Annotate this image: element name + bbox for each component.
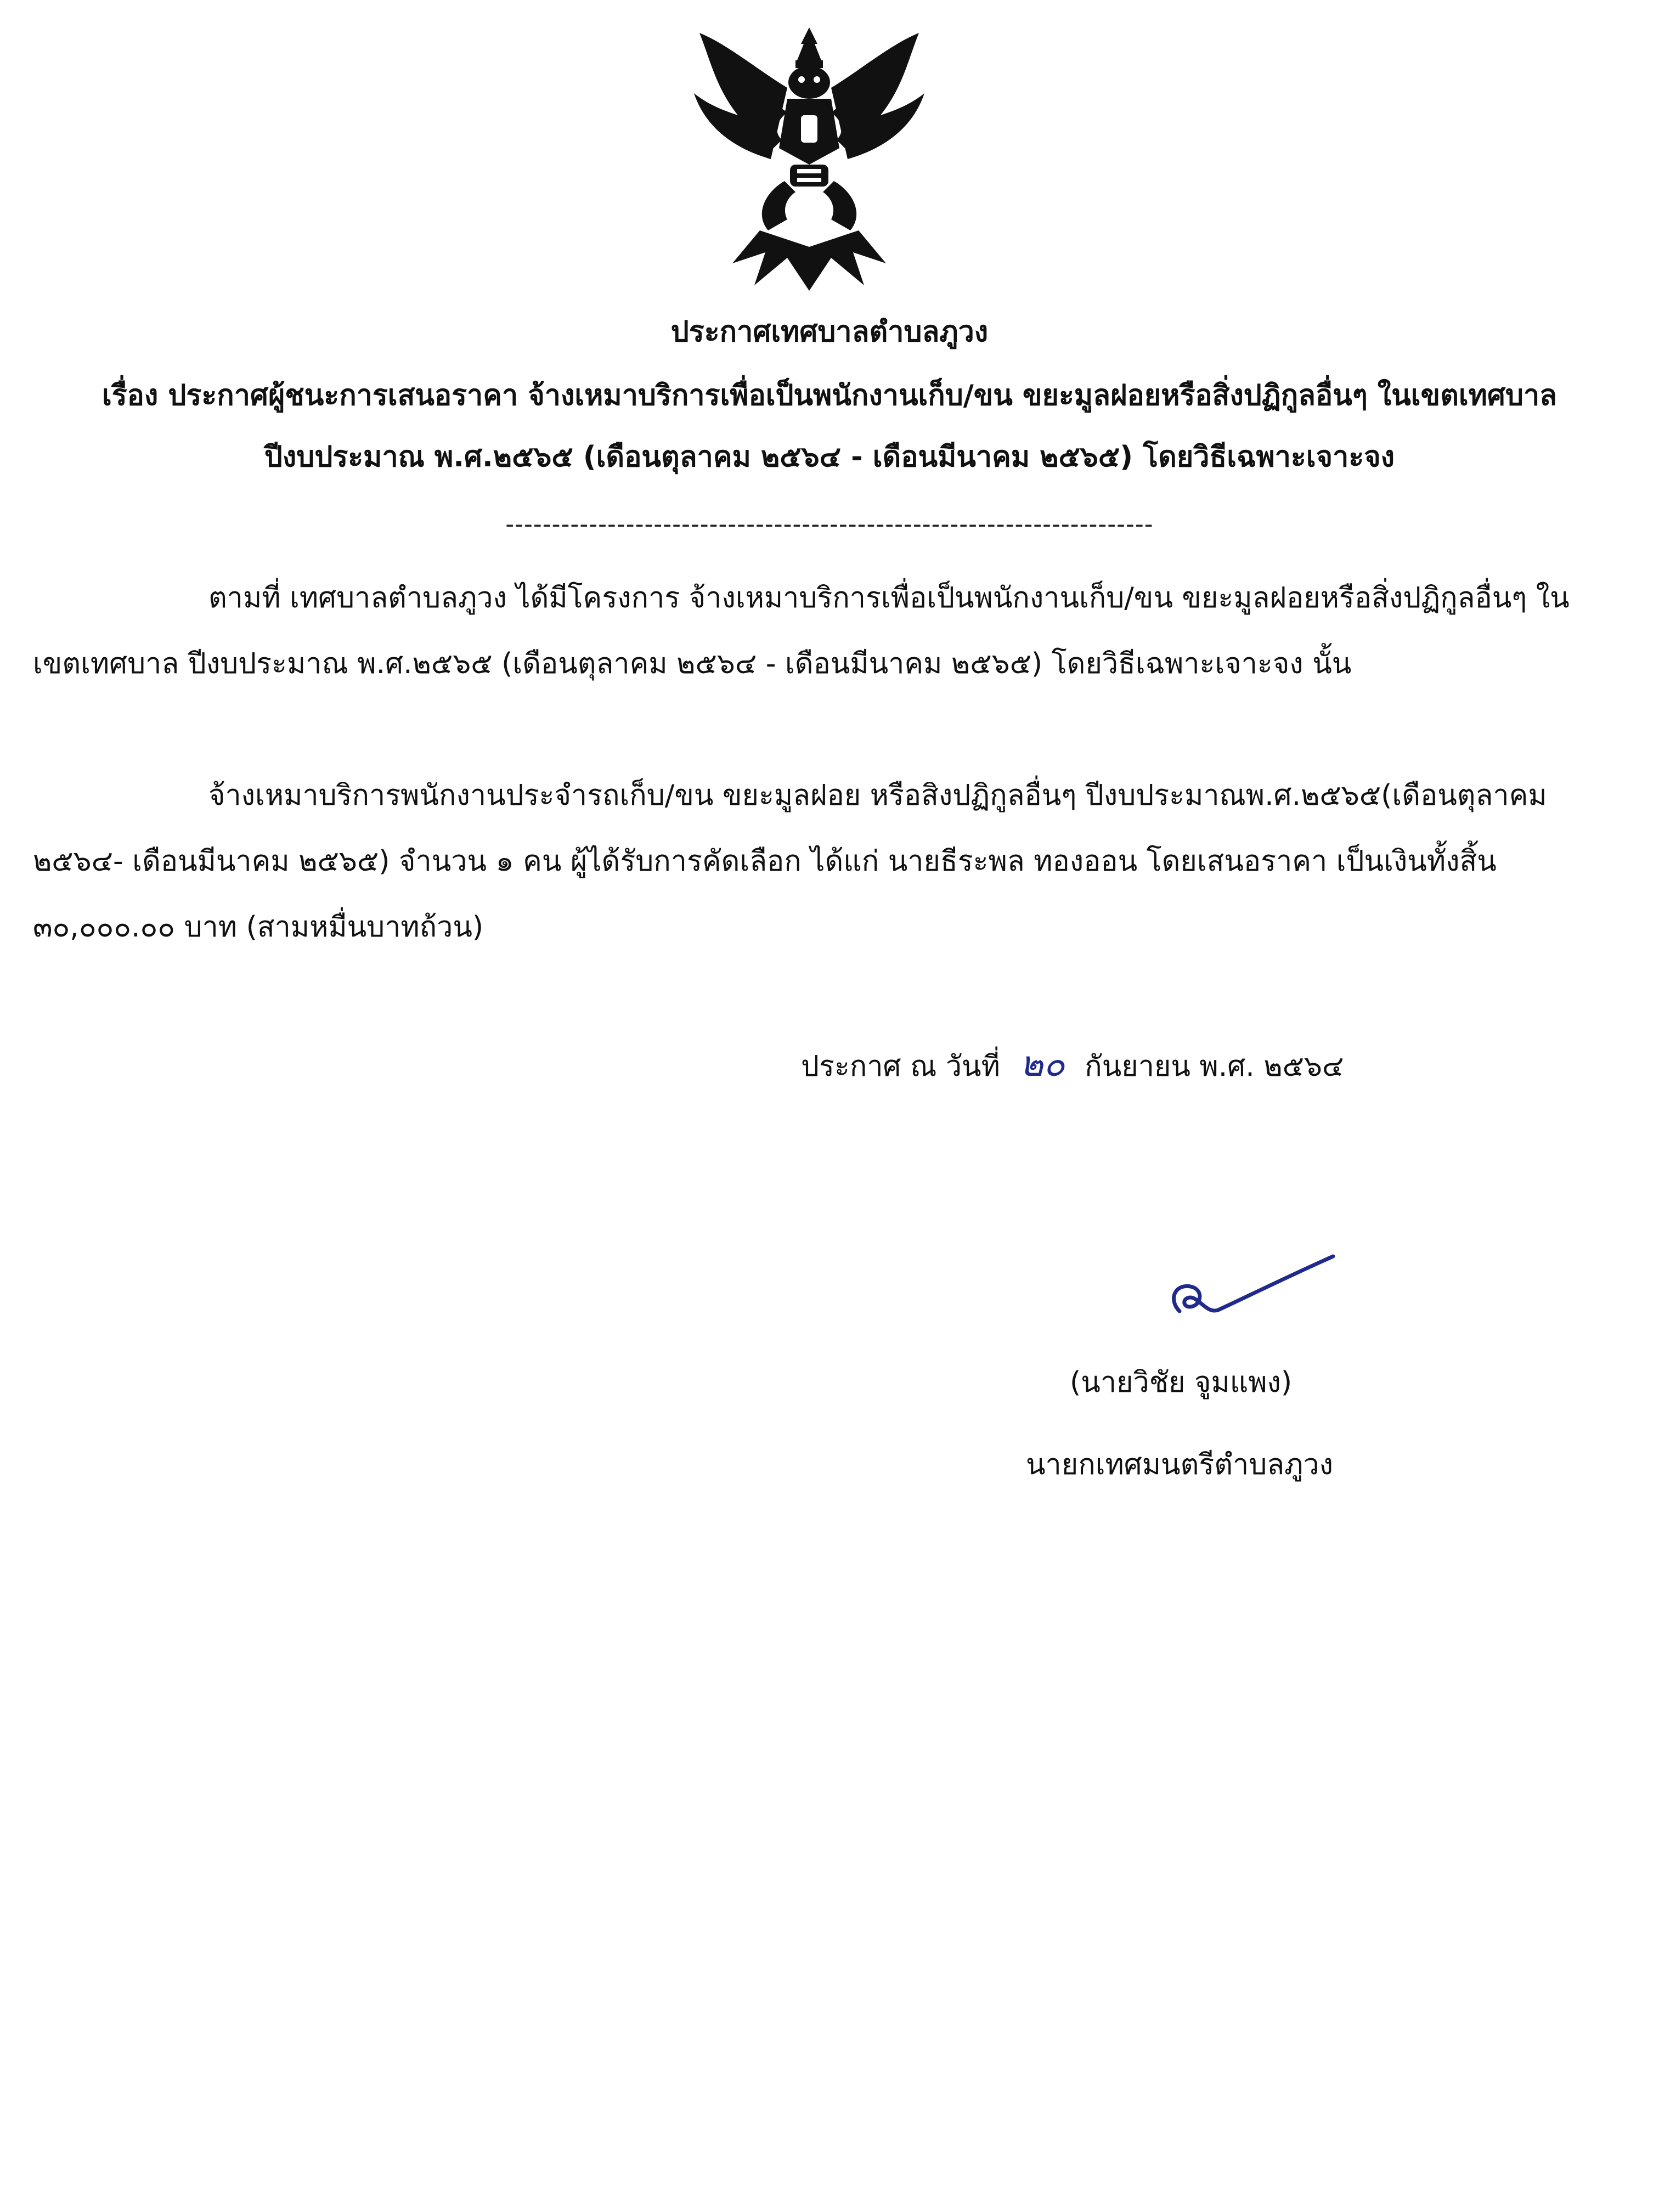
signature-icon <box>1158 1245 1344 1333</box>
garuda-emblem-icon <box>678 22 941 296</box>
date-month-year: กันยายน พ.ศ. ๒๕๖๔ <box>1085 1050 1344 1083</box>
signatory-name: (นายวิชัย จูมแพง) <box>1070 1366 1293 1399</box>
announcement-title: ประกาศเทศบาลตำบลภูวง <box>670 315 989 348</box>
date-day-handwritten: ๒๐ <box>1020 1044 1065 1085</box>
signatory-position: นายกเทศมนตรีตำบลภูวง <box>1026 1448 1333 1481</box>
separator-line: ---------------------------------------------------------------------- <box>505 510 1154 538</box>
announcement-subject: เรื่อง ประกาศผู้ชนะการเสนอราคา จ้างเหมาบริการเพื่อเป็นพนักงานเก็บ/ขน ขยะมูลฝอยหรือสิ่งปฏิกูลอื่นๆ ในเขตเทศบาล ปีงบประมาณ พ.ศ.๒๕๖๕ (เดือนตุลาคม ๒๕๖๔ - เดือนมีนาคม ๒๕๖๕) โดยวิธีเฉพาะเจาะจง <box>101 379 1558 473</box>
announcement-date <box>801 1042 1344 1088</box>
date-prefix: ประกาศ ณ วันที่ <box>801 1050 1000 1083</box>
body-paragraph-2: จ้างเหมาบริการพนักงานประจำรถเก็บ/ขน ขยะมูลฝอย หรือสิงปฏิกูลอื่นๆ ปีงบประมาณพ.ศ.๒๕๖๕(เดือนตุลาคม ๒๕๖๔- เดือนมีนาคม ๒๕๖๕) จำนวน ๑ คน ผู้ได้รับการคัดเลือก ได้แก่ นายธีระพล ทองออน โดยเสนอราคา เป็นเงินทั้งสิ้น ๓๐,๐๐๐.๐๐ บาท (สามหมื่นบาทถ้วน) <box>33 779 1547 944</box>
body-paragraph-1: ตามที่ เทศบาลตำบลภูวง ได้มีโครงการ จ้างเหมาบริการเพื่อเป็นพนักงานเก็บ/ขน ขยะมูลฝอยหรือสิ่งปฏิกูลอื่นๆ ในเขตเทศบาล ปีงบประมาณ พ.ศ.๒๕๖๕ (เดือนตุลาคม ๒๕๖๔ - เดือนมีนาคม ๒๕๖๕) โดยวิธีเฉพาะเจาะจง นั้น <box>33 582 1570 680</box>
